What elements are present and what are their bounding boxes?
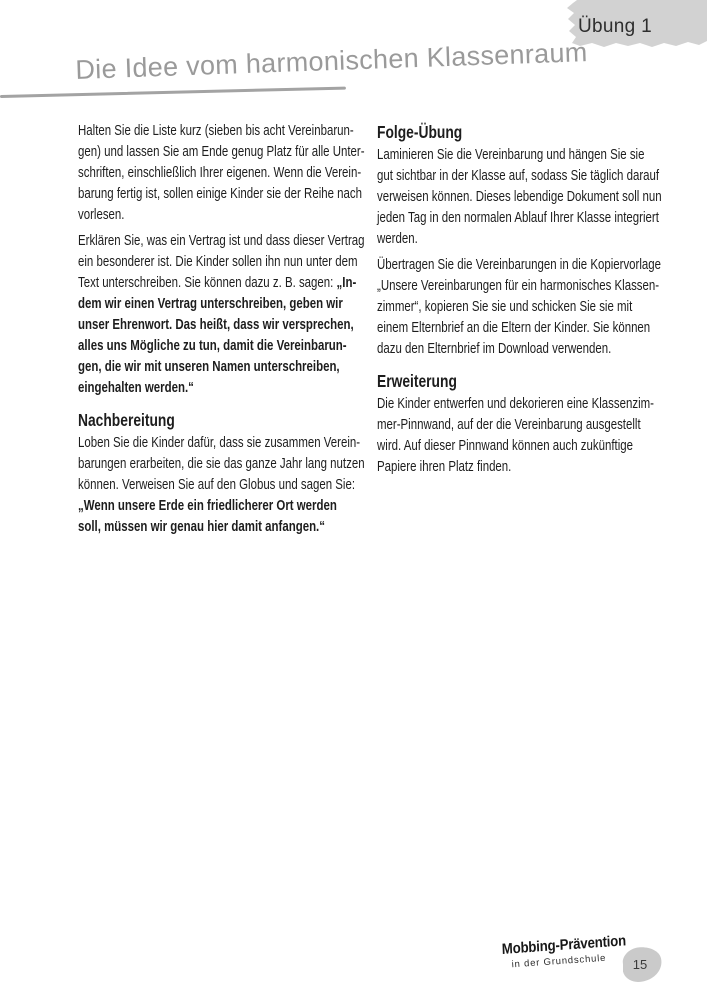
paragraph xyxy=(377,255,661,360)
text-line: Die Kinder entwerfen und dekorieren eine Klassenzim- xyxy=(377,396,654,412)
text-line: ein besonderer ist. Die Kinder sollen ihn nun unter dem xyxy=(78,254,358,270)
page-number-blob xyxy=(616,944,664,984)
brand-title: Mobbing-Prävention xyxy=(501,932,627,958)
exercise-badge-label: Übung 1 xyxy=(578,16,652,37)
text-line: unser Ehrenwort. Das heißt, dass wir versprechen, xyxy=(78,317,354,333)
brand-subtitle: in der Grundschule xyxy=(511,952,607,971)
text-line: eingehalten werden.“ xyxy=(78,380,194,396)
text-line: dem wir einen Vertrag unterschreiben, geben wir xyxy=(78,296,343,312)
text-line: können. Verweisen Sie auf den Globus und sagen Sie: xyxy=(78,477,356,493)
text-line: barung fertig ist, sollen einige Kinder sie der Reihe nach xyxy=(78,186,363,202)
text-line: Erklären Sie, was ein Vertrag ist und dass dieser Vertrag xyxy=(78,233,365,249)
page-title: Die Idee vom harmonischen Klassenraum xyxy=(74,37,588,86)
text-line: wird. Auf dieser Pinnwand können auch zukünftige xyxy=(377,438,633,454)
text-line: vorlesen. xyxy=(78,207,125,223)
text-line: alles uns Mögliche zu tun, damit die Vereinbarun- xyxy=(78,338,347,354)
text-line: einem Elternbrief an die Eltern der Kinder. Sie können xyxy=(377,320,651,336)
paragraph xyxy=(377,145,661,250)
text-line: schriften, einschließlich Ihrer eigenen. Wenn die Verein- xyxy=(78,165,362,181)
text-line: gut sichtbar in der Klasse auf, sodass Sie täglich darauf xyxy=(377,168,660,184)
title-underline-stroke xyxy=(0,87,346,98)
content-column-left xyxy=(78,121,365,543)
text-line: verweisen können. Dieses lebendige Dokument soll nun xyxy=(377,189,662,205)
text-line: gen, die wir mit unseren Namen unterschreiben, xyxy=(78,359,340,375)
text-line: werden. xyxy=(377,231,418,247)
text-line: soll, müssen wir genau hier damit anfangen.“ xyxy=(78,519,325,535)
text-line: dazu den Elternbrief im Download verwenden. xyxy=(377,341,612,357)
text-line: Übertragen Sie die Vereinbarungen in die Kopiervorlage xyxy=(377,257,662,273)
text-line: Loben Sie die Kinder dafür, dass sie zusammen Verein- xyxy=(78,435,361,451)
content-column-right xyxy=(377,121,661,483)
text-line: Papiere ihren Platz finden. xyxy=(377,459,512,475)
text-line: Text unterschreiben. Sie können dazu z. B. sagen: „In- xyxy=(78,275,357,291)
text-line: zimmer“, kopieren Sie sie und schicken Sie sie mit xyxy=(377,299,633,315)
page-number: 15 xyxy=(632,956,648,972)
text-line: mer-Pinnwand, auf der die Vereinbarung ausgestellt xyxy=(377,417,641,433)
paragraph xyxy=(78,433,365,538)
paragraph xyxy=(78,121,365,226)
text-line: jeden Tag in den normalen Ablauf Ihrer Klasse integriert xyxy=(377,210,659,226)
text-line: barungen erarbeiten, die sie das ganze Jahr lang nutzen xyxy=(78,456,365,472)
section-heading: Erweiterung xyxy=(377,371,457,391)
paragraph xyxy=(78,231,365,399)
section-heading: Folge-Übung xyxy=(377,122,463,142)
text-line: „Wenn unsere Erde ein friedlicherer Ort werden xyxy=(78,498,337,514)
section-heading: Nachbereitung xyxy=(78,410,175,430)
text-line: Laminieren Sie die Vereinbarung und hängen Sie sie xyxy=(377,147,645,163)
paragraph xyxy=(377,394,661,478)
text-line: Halten Sie die Liste kurz (sieben bis acht Vereinbarun- xyxy=(78,123,354,139)
text-line: gen) und lassen Sie am Ende genug Platz für alle Unter- xyxy=(78,144,365,160)
text-line: „Unsere Vereinbarungen für ein harmonisches Klassen- xyxy=(377,278,660,294)
